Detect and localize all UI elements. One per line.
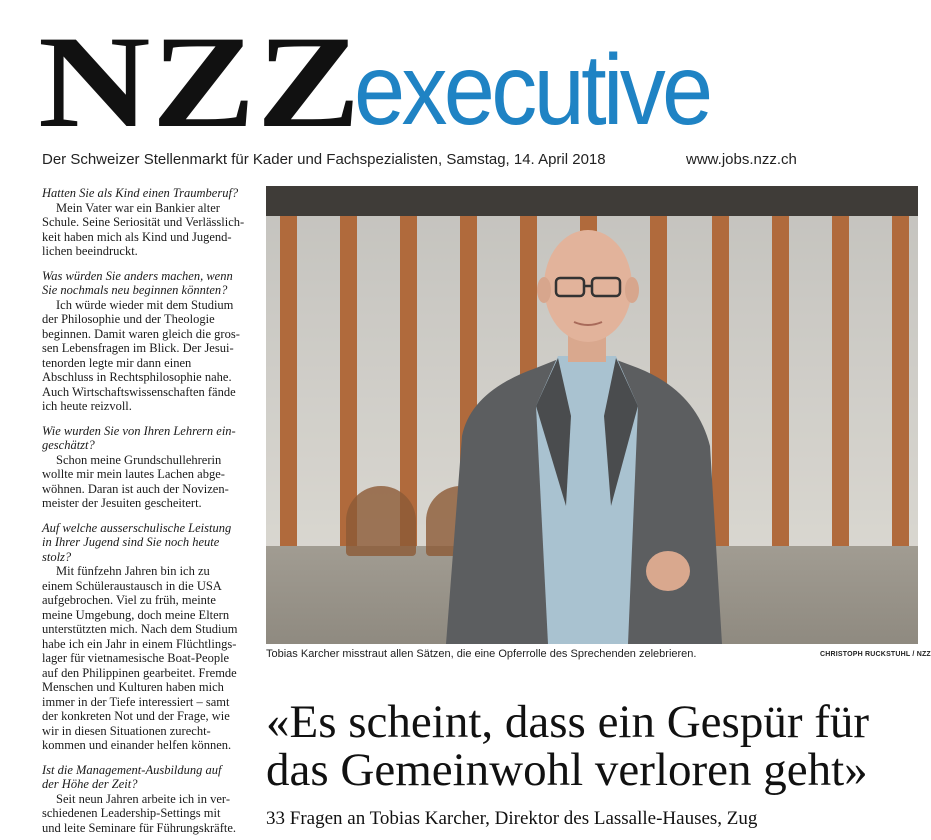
interview-answer-cont: Schule. Seine Seriosität und Verlässlich- keit haben mich als Kind und Jugend- lichen beeindruckt.	[42, 215, 245, 258]
interview-question: Was würden Sie anders machen, wenn Sie nochmals neu beginnen könnten?	[42, 268, 233, 297]
article-subheadline: 33 Fragen an Tobias Karcher, Direktor des Lassalle-Hauses, Zug	[266, 808, 758, 829]
photo-caption: Tobias Karcher misstraut allen Sätzen, die eine Opferrolle des Sprechenden zelebrieren.	[266, 648, 697, 660]
person-figure	[266, 186, 918, 644]
interview-question: Ist die Management-Ausbildung auf der Höhe der Zeit?	[42, 762, 222, 791]
interview-answer-cont: einem Schüleraustausch in die USA aufgebrochen. Viel zu früh, meinte meine Umgebung, doch meine Eltern unterstützten mich. Nach dem Studium habe ich ein Jahr in einem Flüchtlings- lager für vietnamesische Boat-People auf den Philippinen gearbeitet. Fremde Menschen und Kulturen haben mich immer in der Tiefe interessiert – samt der konkreten Not und der Frage, wie wir in diesen Situationen zurecht- kommen und einander helfen können.	[42, 578, 238, 752]
interview-answer-cont: schiedenen Leadership-Settings mit und leite Seminare für Führungskräfte.	[42, 806, 237, 835]
interview-answer: Seit neun Jahren arbeite ich in ver-	[56, 791, 230, 806]
interview-answer-cont: der Philosophie und der Theologie beginnen. Damit waren gleich die gros- sen Lebensfragen im Blick. Der Jesui- tenorden legte mir dann einen Abschluss in Rechtsphilosophie nahe. Auch Wirtschaftswissenschaften fände ich heute reizvoll.	[42, 312, 240, 413]
interview-answer: Mein Vater war ein Bankier alter	[56, 200, 220, 215]
interview-item	[42, 186, 252, 259]
article-headline	[266, 698, 926, 794]
interview-question: Auf welche ausserschulische Leistung in Ihrer Jugend sind Sie noch heute stolz?	[42, 520, 232, 564]
interview-answer: Schon meine Grundschullehrerin	[56, 452, 222, 467]
interview-column	[42, 186, 252, 840]
interview-answer: Mit fünfzehn Jahren bin ich zu	[56, 564, 210, 578]
interview-question: Wie wurden Sie von Ihren Lehrern ein- geschätzt?	[42, 423, 236, 452]
interview-item	[42, 424, 252, 511]
website-url: www.jobs.nzz.ch	[686, 151, 797, 168]
interview-item	[42, 269, 252, 414]
interview-question: Hatten Sie als Kind einen Traumberuf?	[42, 186, 239, 200]
headline-line: «Es scheint, dass ein Gespür für	[266, 696, 870, 748]
executive-logo: executive	[354, 34, 710, 146]
photo-credit: CHRISTOPH RUCKSTUHL / NZZ	[820, 651, 931, 658]
interview-item	[42, 521, 252, 753]
interview-answer-cont: wollte mir mein lautes Lachen abge- wöhnen. Daran ist auch der Novizen- meister der Jesuiten gescheitert.	[42, 467, 229, 510]
portrait-photo	[266, 186, 918, 644]
headline-line: das Gemeinwohl verloren geht»	[266, 744, 868, 796]
masthead-tagline: Der Schweizer Stellenmarkt für Kader und Fachspezialisten, Samstag, 14. April 2018	[42, 151, 606, 168]
nzz-logo: NZZ	[38, 8, 362, 155]
interview-item	[42, 763, 252, 836]
interview-answer: Ich würde wieder mit dem Studium	[56, 297, 234, 312]
